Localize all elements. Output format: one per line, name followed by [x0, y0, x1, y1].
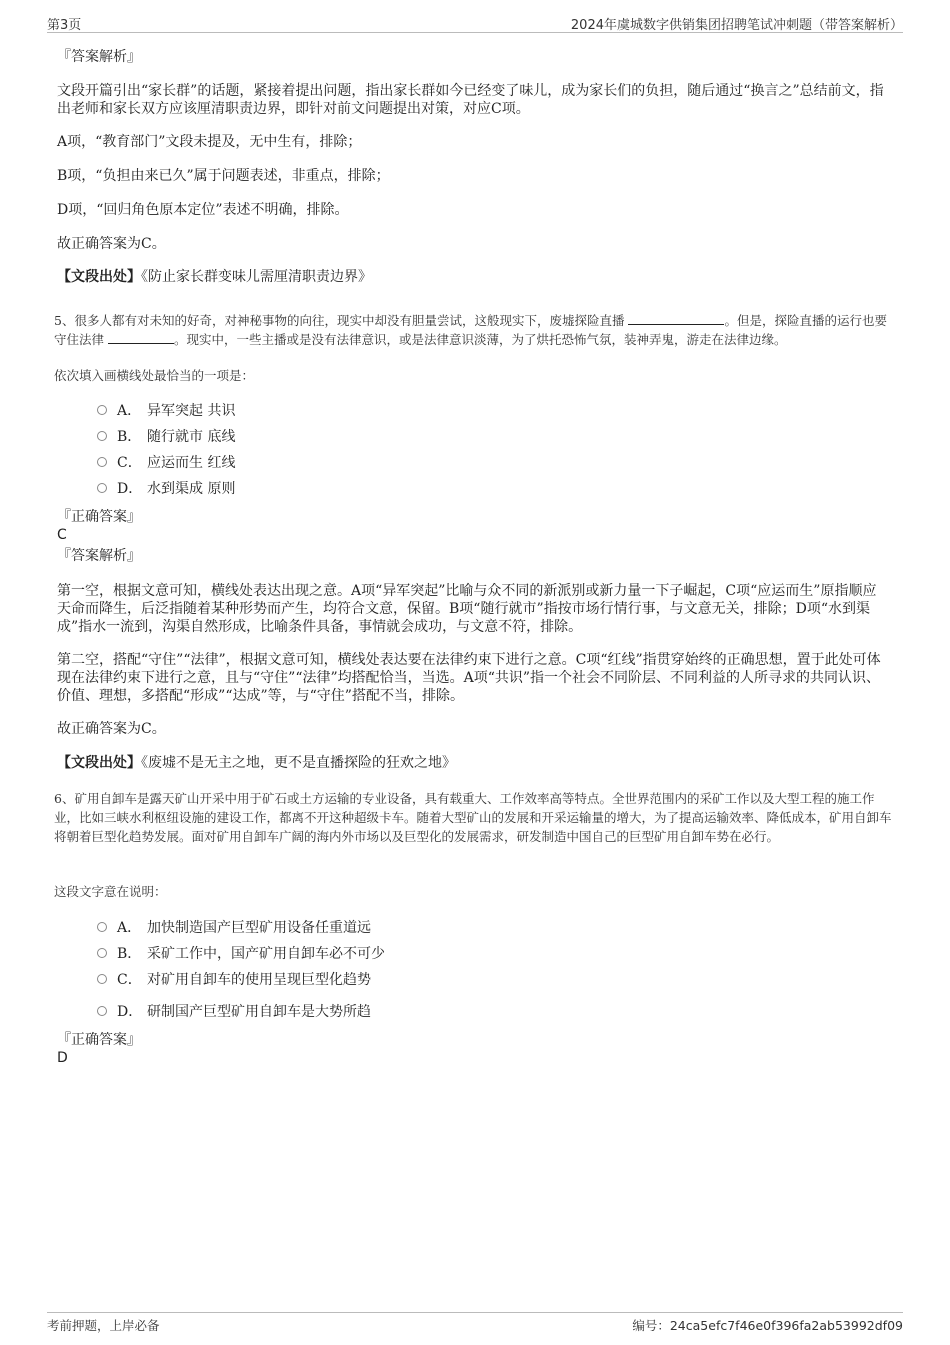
q6-option-c[interactable]: C． 对矿用自卸车的使用呈现巨型化趋势 [97, 971, 371, 989]
q5-option-c[interactable]: C． 应运而生 红线 [97, 454, 235, 472]
q6-option-b[interactable]: B． 采矿工作中，国产矿用自卸车必不可少 [97, 945, 385, 963]
document-code: 24ca5efc7f46e0f396fa2ab53992df09 [669, 1318, 903, 1333]
radio-icon[interactable] [97, 457, 107, 467]
q5-conclusion: 故正确答案为C。 [57, 721, 166, 737]
q4-analysis-label: 『答案解析』 [57, 49, 141, 65]
q5-analysis-paragraph-1: 第一空，根据文意可知，横线处表达出现之意。A项“异军突起”比喻与众不同的新派别或新力量一下子崛起，C项“应运而生”原指顺应天命而降生，后泛指随着某种形势而产生，均符合文意，保留。B项“随行就市”指按市场行情行事，与文意无关，排除；D项“水到渠成”指水一流到，沟渠自然形成，比喻条件具备，事情就会成功，与文意不符，排除。 [57, 583, 877, 635]
footer-code: 编号：24ca5efc7f46e0f396fa2ab53992df09 [632, 1318, 903, 1333]
footer-slogan: 考前押题，上岸必备 [47, 1318, 160, 1333]
q6-option-a[interactable]: A． 加快制造国产巨型矿用设备任重道远 [97, 919, 371, 937]
q4-source-label: 【文段出处】 [57, 269, 141, 285]
q4-conclusion: 故正确答案为C。 [57, 236, 166, 252]
q4-source [57, 268, 889, 286]
q6-stem: 6、矿用自卸车是露天矿山开采中用于矿石或土方运输的专业设备，具有载重大、工作效率高等特点。全世界范围内的采矿工作以及大型工程的施工作业，比如三峡水利枢纽设施的建设工作，都离不开这种超级卡车。随着大型矿山的发展和开采运输量的增大，为了提高运输效率、降低成本，矿用自卸车将朝着巨型化趋势发展。面对矿用自卸车广阔的海内外市场以及巨型化的发展需求，研发制造中国自己的巨型矿用自卸车势在必行。 [54, 791, 892, 844]
q5-option-a[interactable]: A． 异军突起 共识 [97, 402, 235, 420]
q4-source-title: 《防止家长群变味儿需厘清职责边界》 [141, 269, 372, 285]
q6-answer: D [57, 1050, 68, 1066]
page-header [47, 14, 903, 33]
page-number: 第3页 [47, 18, 82, 33]
q4-analysis-option-d: D项，“回归角色原本定位”表述不明确，排除。 [57, 202, 349, 218]
radio-icon[interactable] [97, 1006, 107, 1016]
q5-source-label: 【文段出处】 [57, 755, 141, 771]
q5-answer: C [57, 527, 67, 543]
q5-analysis-paragraph-2: 第二空，搭配“守住”“法律”，根据文意可知，横线处表达要在法律约束下进行之意。C项“红线”指贯穿始终的正确思想，置于此处可体现在法律约束下进行之意，且与“守住”“法律”均搭配恰当，当选。A项“共识”指一个社会不同阶层、不同利益的人所寻求的共同认识、价值、理想，多搭配“形成”“达成”等，与“守住”搭配不当，排除。 [57, 652, 881, 704]
radio-icon[interactable] [97, 974, 107, 984]
q5-stem: 5、很多人都有对未知的好奇，对神秘事物的向往，现实中却没有胆量尝试，这般现实下，废墟探险直播 。但是，探险直播的运行也要守住法律 。现实中，一些主播或是没有法律意识，或是法律意识淡薄，为了烘托恐怖气氛，装神弄鬼，游走在法律边缘。 [54, 313, 887, 347]
q6-answer-label: 『正确答案』 [57, 1032, 141, 1048]
radio-icon[interactable] [97, 922, 107, 932]
q5-source [57, 754, 889, 772]
q6-option-d[interactable]: D． 研制国产巨型矿用自卸车是大势所趋 [97, 1003, 371, 1021]
q5-blank-1 [628, 312, 724, 325]
q5-source-title: 《废墟不是无主之地，更不是直播探险的狂欢之地》 [141, 755, 456, 771]
radio-icon[interactable] [97, 431, 107, 441]
q5-option-d[interactable]: D． 水到渠成 原则 [97, 480, 235, 498]
q4-analysis-option-a: A项，“教育部门”文段未提及，无中生有，排除； [57, 134, 362, 150]
radio-icon[interactable] [97, 405, 107, 415]
page-footer [47, 1312, 903, 1335]
radio-icon[interactable] [97, 948, 107, 958]
q4-analysis-option-b: B项，“负担由来已久”属于问题表述，非重点，排除； [57, 168, 390, 184]
q5-prompt: 依次填入画横线处最恰当的一项是： [54, 368, 255, 383]
q4-analysis-paragraph: 文段开篇引出“家长群”的话题，紧接着提出问题，指出家长群如今已经变了味儿，成为家长们的负担，随后通过“换言之”总结前文，指出老师和家长双方应该厘清职责边界，即针对前文问题提出对策，对应C项。 [57, 83, 884, 117]
q6-prompt: 这段文字意在说明： [54, 884, 167, 899]
radio-icon[interactable] [97, 483, 107, 493]
q5-option-b[interactable]: B． 随行就市 底线 [97, 428, 235, 446]
document-title: 2024年虞城数字供销集团招聘笔试冲刺题（带答案解析） [570, 18, 903, 33]
q5-answer-label: 『正确答案』 [57, 509, 141, 525]
q5-blank-2 [108, 331, 174, 344]
q5-analysis-label: 『答案解析』 [57, 548, 141, 564]
